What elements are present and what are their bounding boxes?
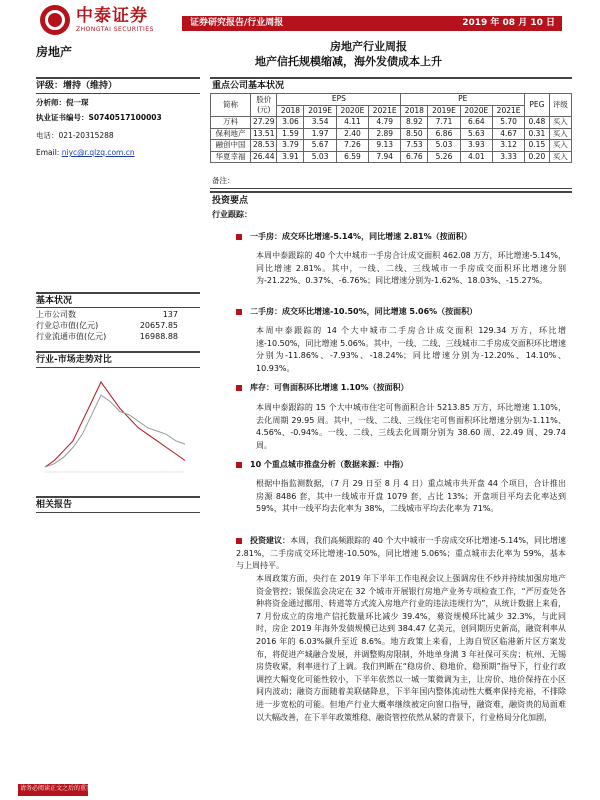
- point-text: 根据中指监测数据，（7 月 29 日至 8 月 4 日）重点城市共开盘 44 个项目，合计推出房源 8486 套，其中一线城市开盘 1079 套，占比 13%；开盘项目平均去化率达到 59%，其中一线平均去化率为 38%，二线城市平均去化率为 71%。: [256, 479, 566, 514]
- stat-row: 行业总市值(亿元) 20657.85: [36, 321, 178, 330]
- bullet-icon: [236, 538, 242, 544]
- divider: [210, 77, 572, 79]
- point-head: 二手房：成交环比增速-10.50%，同比增速 5.06%（按面积）: [236, 307, 477, 318]
- rating: 评级：增持（维持）: [36, 81, 118, 91]
- trend-chart: [40, 372, 190, 477]
- tracking-label: 行业跟踪：: [212, 210, 252, 219]
- analyst-cert: 执业证书编号：S0740517100003: [36, 113, 162, 122]
- stat-row: 上市公司数 137: [36, 310, 178, 319]
- table-row: 融创中国 28.53 3.79 5.67 7.26 9.13 7.53 5.03 3.93 3.12 0.15 买入: [211, 140, 572, 152]
- year-header: 2019E: [428, 105, 460, 117]
- year-header: 2019E: [304, 105, 336, 117]
- table-row: 华夏幸福 26.44 3.91 5.03 6.59 7.94 6.76 5.26 4.01 3.33 0.20 买入: [211, 151, 572, 163]
- divider: [36, 512, 200, 513]
- divider: [36, 292, 200, 294]
- point-text: 本周中泰跟踪的 15 个大中城市住宅可售面积合计 5213.85 万方，环比增速 1.10%，去化周期 29.95 周。其中，一线、二线、三线住宅可售面积环比增速分别为-1.11%、4.56%、-0.94%。一线、二线、三线去化周期分别为 38.60 周、22.49 周、29.74 周。: [256, 403, 566, 450]
- bullet-icon: [236, 462, 242, 468]
- basic-status-table: [36, 310, 178, 343]
- year-header: 2018: [401, 105, 428, 117]
- analyst-name: 分析师：倪一琛: [36, 98, 89, 107]
- report-category: 证券研究报告/行业周报: [190, 18, 284, 28]
- email-link[interactable]: niyc@r.qlzq.com.cn: [61, 148, 135, 157]
- companies-title: 重点公司基本状况: [212, 81, 285, 91]
- point-text: 本周中泰跟踪的 40 个大中城市一手房合计成交面积 462.08 万方，环比增速-5.14%，同比增速 2.81%。其中，一线、二线、三线城市一手房成交面积环比增速分别为-21.22%、0.37%、-6.76%；同比增速分别为-1.62%、18.03%、-15.27%。: [256, 251, 566, 286]
- col-header: 简称: [211, 94, 251, 117]
- report-title: 房地产行业周报: [330, 40, 407, 53]
- policy-text: 本周政策方面，央行在 2019 年下半年工作电视会议上强调房住不炒并持续加强房地产资金管控；银保监会决定在 32 个城市开展银行房地产业务专项检查工作，“严厉查处各种将资金通过挪用、转道等方式流入房地产行业的违法违规行为”，从统计数据上来看，7 月份成立的房地产信托数量环比减少 39.4%，募资规模环比减少 32.3%，与此同时，房企 2019 年海外发债规模已达到 384.47 亿美元，创同期历史新高，融资利率从 2016 年的 6.03%飙升至近 8.6%。地方政策上来看，上海自贸区临港新片区方案发布，将促进产城融合发展，并调整购房限制，外地单身满 3 年社保可买房；杭州、无锡房贷收紧，利率进行了上调。我们判断在“稳房价、稳地价、稳预期”指导下，行业行政调控大幅变化可能性较小，下半年依然以一城一策微调为主，让房价、地价保持在小区间内波动；融资方面随着美联储降息，下半年国内整体流动性大概率保持充裕，不排除进一步宽松的可能。但地产行业大概率继续被定向窗口指导，融资难，融资贵的局面难以大幅改善，在下半年政策维稳、融资管控依然从紧的背景下，行业格局分化加剧，: [256, 574, 566, 722]
- col-header: 评级: [549, 94, 571, 117]
- table-row: 保利地产 13.51 1.59 1.97 2.40 2.89 8.50 6.86 5.63 4.67 0.31 买入: [211, 128, 572, 140]
- stat-row: 行业流通市值(亿元) 16988.88: [36, 332, 178, 341]
- col-header: PE: [401, 94, 525, 106]
- divider: [36, 367, 200, 368]
- table-note: 备注：: [212, 176, 235, 185]
- report-subtitle: 地产信托规模缩减，海外发债成本上升: [255, 55, 442, 68]
- bullet-icon: [236, 385, 242, 391]
- year-header: 2020E: [460, 105, 492, 117]
- bullet-icon: [236, 309, 242, 315]
- related-reports-title: 相关报告: [36, 500, 73, 510]
- bullet-icon: [236, 234, 242, 240]
- brand-name: 中泰证券: [76, 6, 148, 26]
- basic-status-title: 基本状况: [36, 296, 73, 306]
- companies-table: [210, 93, 572, 163]
- point-head: 一手房：成交环比增速-5.14%，同比增速 2.81%（按面积）: [236, 232, 472, 243]
- col-header: EPS: [277, 94, 401, 106]
- point-head: 10 个重点城市推盘分析（数据来源：中指）: [236, 460, 408, 471]
- table-row: 万科 27.29 3.06 3.54 4.11 4.79 8.92 7.71 6.64 5.70 0.48 买入: [211, 117, 572, 129]
- divider: [36, 351, 200, 353]
- col-header: PEG: [525, 94, 549, 117]
- divider: [36, 496, 200, 498]
- trend-title: 行业-市场走势对比: [36, 355, 112, 365]
- brand-logo-icon: [40, 5, 70, 35]
- col-header: 股价(元): [251, 94, 277, 117]
- divider: [36, 77, 200, 79]
- advice-block: 投资建议：本周，我们高频跟踪的 40 个大中城市一手房成交环比增速-5.14%，同比增速 2.81%，二手房成交环比增速-10.50%，同比增速 5.06%；重点城市去化率为 59%，基本与上周持平。: [236, 536, 566, 571]
- point-text: 本周中泰跟踪的 14 个大中城市二手房合计成交面积 129.34 万方，环比增速-10.50%，同比增速 5.06%。其中，一线、二线、三线城市二手房成交面积环比增速分别为-11.86%、-7.93%、-18.24%；同比增速分别为-12.20%、14.10%、10.93%。: [256, 326, 566, 373]
- chart-bg: [40, 372, 190, 477]
- divider: [36, 307, 200, 308]
- invest-title: 投资要点: [212, 196, 249, 206]
- brand-name-en: ZHONGTAI SECURITIES: [76, 26, 154, 33]
- year-header: 2021E: [492, 105, 524, 117]
- analyst-email: Email: niyc@r.qlzq.com.cn: [36, 148, 135, 157]
- sector-label: 房地产: [36, 45, 73, 59]
- year-header: 2020E: [336, 105, 368, 117]
- report-date: 2019 年 08 月 10 日: [462, 18, 555, 28]
- divider: [36, 93, 200, 94]
- year-header: 2018: [277, 105, 304, 117]
- divider: [210, 188, 572, 189]
- footer-disclaimer: 请务必阅读正文之后的重要声明部分: [20, 785, 117, 792]
- point-head: 库存：可售面积环比增速 1.10%（按面积）: [236, 383, 409, 394]
- analyst-phone: 电话：021-20315288: [36, 131, 114, 140]
- year-header: 2021E: [369, 105, 401, 117]
- divider: [210, 191, 572, 193]
